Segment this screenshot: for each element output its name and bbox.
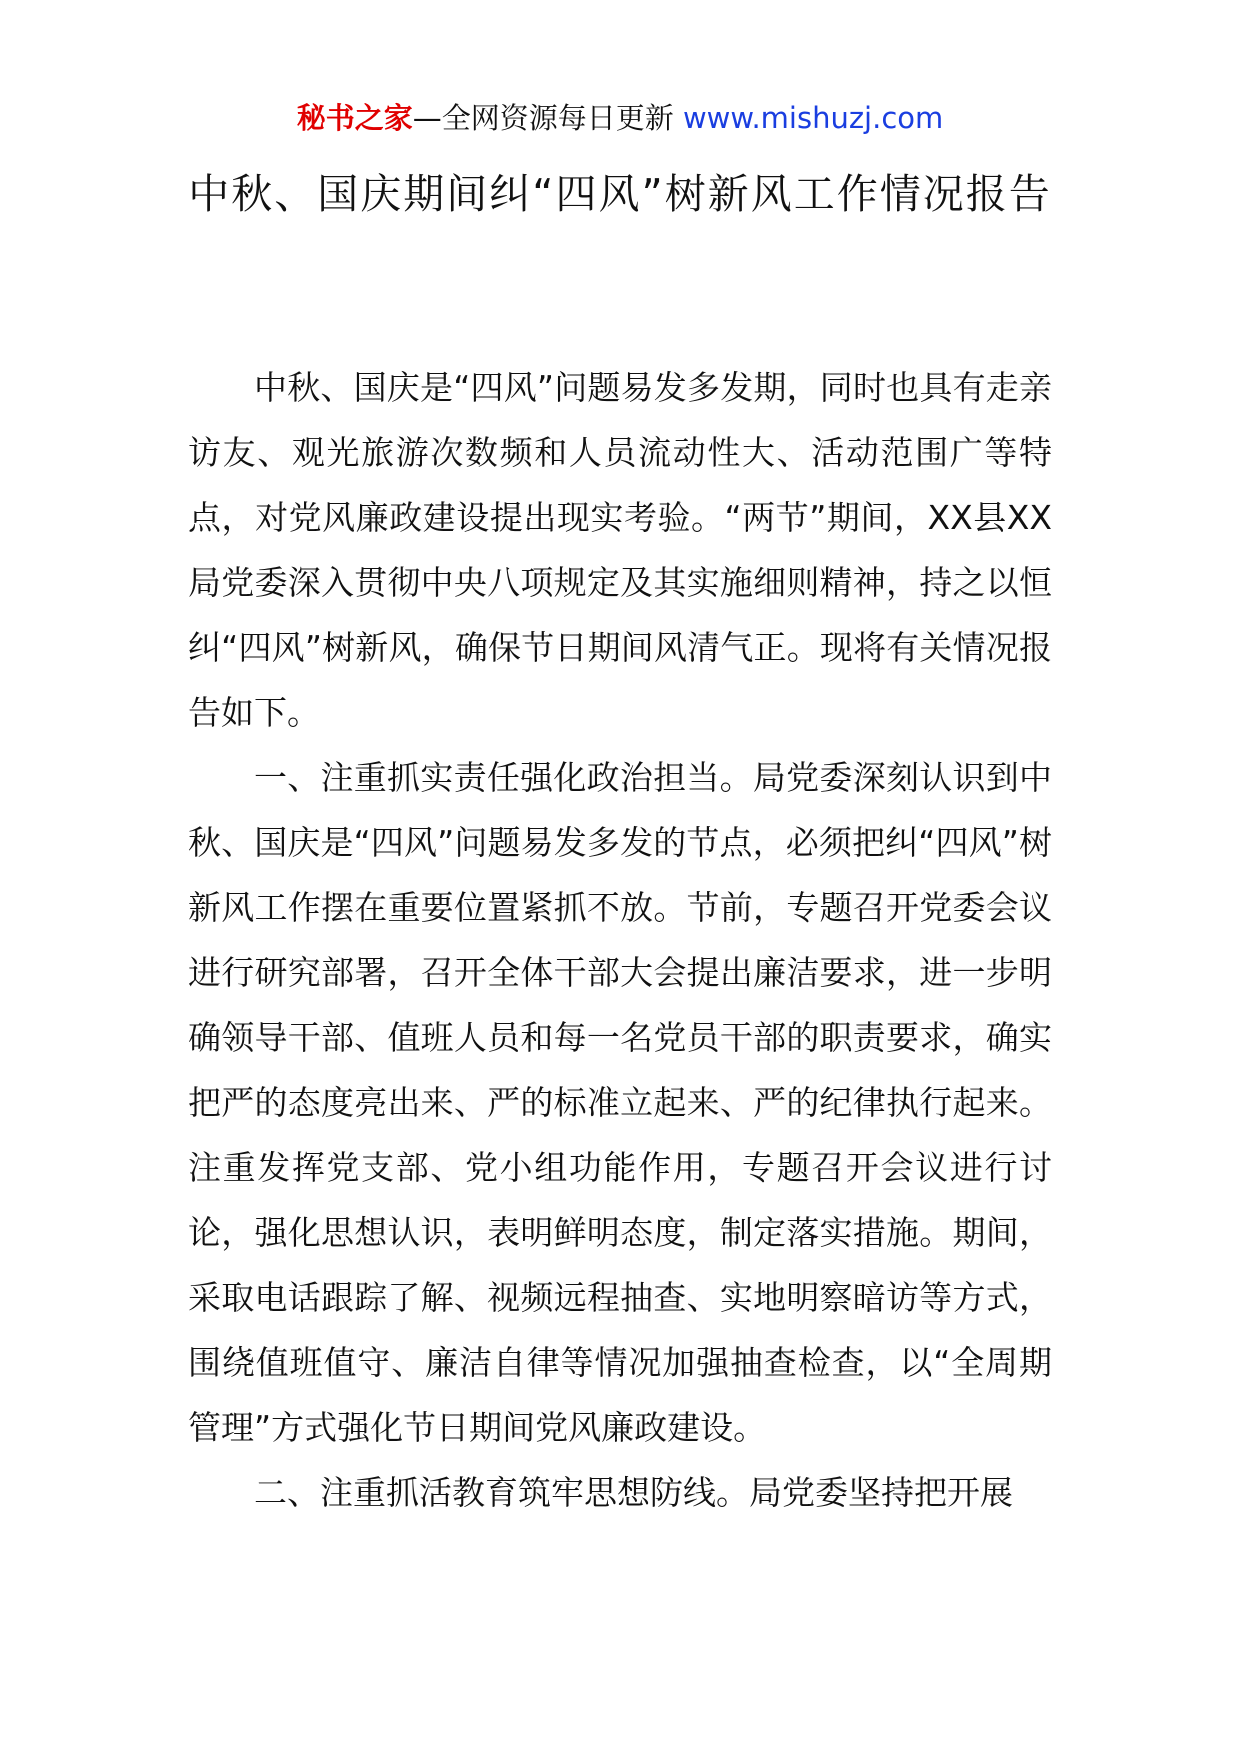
document-body xyxy=(188,355,1052,1525)
site-url: www.mishuzj.com xyxy=(682,101,944,135)
document-title: 中秋、国庆期间纠“四风”树新风工作情况报告 xyxy=(188,170,1052,218)
paragraph-section-one: 一、注重抓实责任强化政治担当。局党委深刻认识到中秋、国庆是“四风”问题易发多发的节点，必须把纠“四风”树新风工作摆在重要位置紧抓不放。节前，专题召开党委会议进行研究部署，召开全体干部大会提出廉洁要求，进一步明确领导干部、值班人员和每一名党员干部的职责要求，确实把严的态度亮出来、严的标准立起来、严的纪律执行起来。注重发挥党支部、党小组功能作用，专题召开会议进行讨论，强化思想认识，表明鲜明态度，制定落实措施。期间，采取电话跟踪了解、视频远程抽查、实地明察暗访等方式，围绕值班值守、廉洁自律等情况加强抽查检查，以“全周期管理”方式强化节日期间党风廉政建设。 xyxy=(188,758,1052,1447)
site-header xyxy=(0,98,1240,138)
brand-name: 秘书之家 xyxy=(296,101,413,135)
header-tagline: —全网资源每日更新 xyxy=(412,101,683,135)
paragraph-intro: 中秋、国庆是“四风”问题易发多发期，同时也具有走亲访友、观光旅游次数频和人员流动性大、活动范围广等特点，对党风廉政建设提出现实考验。“两节”期间，XX县XX局党委深入贯彻中央八项规定及其实施细则精神，持之以恒纠“四风”树新风，确保节日期间风清气正。现将有关情况报告如下。 xyxy=(188,368,1052,732)
paragraph-section-two: 二、注重抓活教育筑牢思想防线。局党委坚持把开展 xyxy=(254,1473,1013,1512)
